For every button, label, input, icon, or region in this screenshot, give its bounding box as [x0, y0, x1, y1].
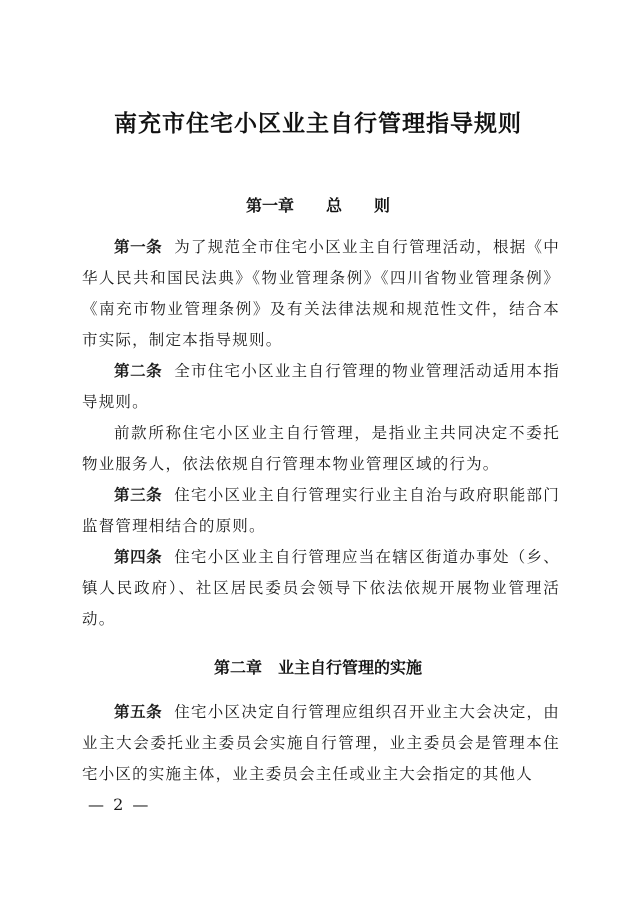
page-number: — 2 — — [88, 795, 151, 814]
article-2 — [82, 356, 560, 418]
article-text: 为了规范全市住宅小区业主自行管理活动，根据《中华人民共和国民法典》《物业管理条例》《四川省物业管理条例》《南充市物业管理条例》及有关法律法规和规范性文件，结合本市实际，制定本指导规则。 — [82, 238, 560, 349]
article-label: 第二条 — [114, 362, 163, 380]
article-text: 住宅小区业主自行管理应当在辖区街道办事处（乡、镇人民政府）、社区居民委员会领导下依法依规开展物业管理活动。 — [82, 548, 560, 628]
article-2-paragraph-2 — [82, 418, 560, 480]
article-5 — [82, 697, 560, 790]
article-text: 住宅小区决定自行管理应组织召开业主大会决定，由业主大会委托业主委员会实施自行管理，业主委员会是管理本住宅小区的实施主体，业主委员会主任或业主大会指定的其他人 — [82, 703, 560, 783]
article-4 — [82, 542, 560, 635]
article-label: 第一条 — [114, 238, 163, 256]
article-text: 住宅小区业主自行管理实行业主自治与政府职能部门监督管理相结合的原则。 — [82, 486, 560, 535]
article-label: 第四条 — [114, 548, 163, 566]
chapter-heading-2: 第二章 业主自行管理的实施 — [213, 658, 422, 677]
article-text: 前款所称住宅小区业主自行管理，是指业主共同决定不委托物业服务人，依法依规自行管理本物业管理区域的行为。 — [82, 424, 560, 473]
article-label: 第五条 — [114, 703, 163, 721]
article-1 — [82, 232, 560, 356]
article-3 — [82, 480, 560, 542]
article-text: 全市住宅小区业主自行管理的物业管理活动适用本指导规则。 — [82, 362, 560, 411]
document-title: 南充市住宅小区业主自行管理指导规则 — [114, 111, 522, 137]
chapter-heading-1: 第一章 总 则 — [245, 196, 390, 215]
article-label: 第三条 — [114, 486, 163, 504]
